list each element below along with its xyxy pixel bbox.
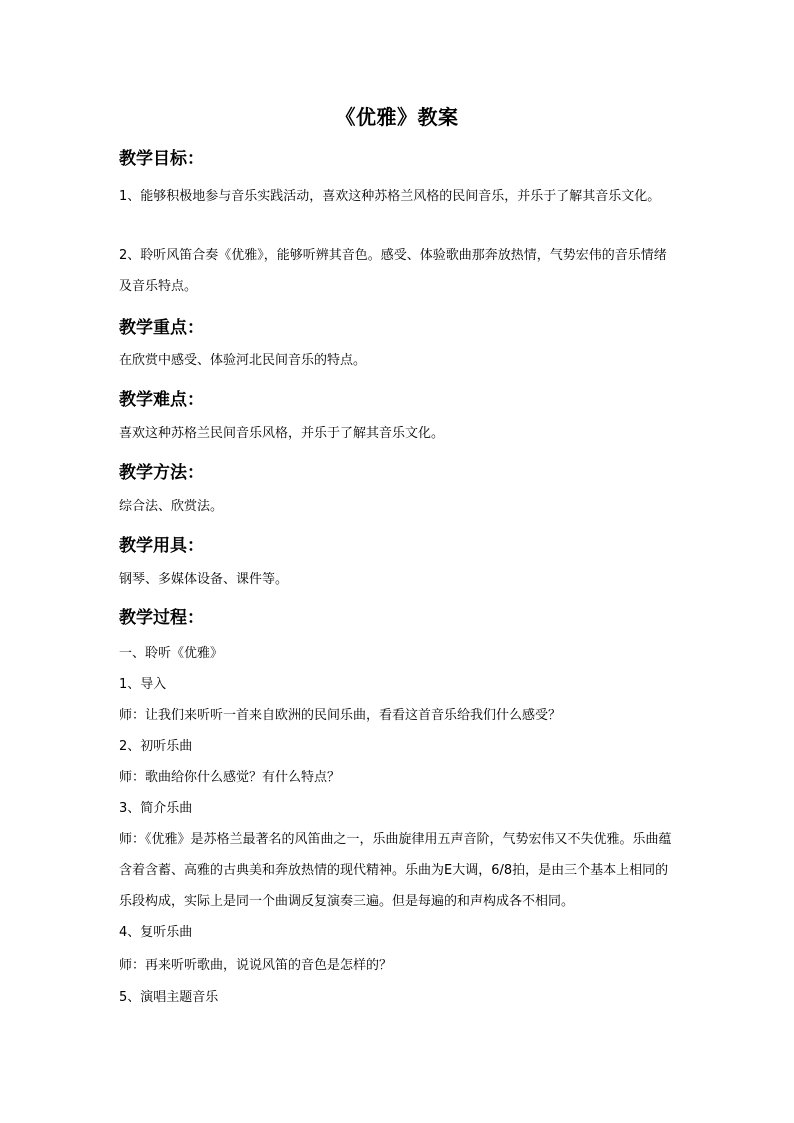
process-line-7: 师：《优雅》是苏格兰最著名的风笛曲之一，乐曲旋律用五声音阶，气势宏伟又不失优雅。乐曲蕴含着含蓄、高雅的古典美和奔放热情的现代精神。乐曲为E大调，6/8拍，是由三个基本上相同的乐段构成，实际上是同一个曲调反复演奏三遍。但是每遍的和声构成各不相同。 [119,832,672,909]
process-line-2: 1、导入 [119,677,167,692]
process-line-8: 4、复听乐曲 [119,925,193,940]
goals-item-2: 2、聆听风笛合奏《优雅》，能够听辨其音色。感受、体验歌曲那奔放热情，气势宏伟的音乐情绪及音乐特点。 [119,248,667,294]
process-line-10: 5、演唱主题音乐 [119,990,219,1005]
goals-item-1: 1、能够积极地参与音乐实践活动，喜欢这种苏格兰风格的民间音乐，并乐于了解其音乐文化。 [119,189,661,204]
process-line-9: 师：再来听听歌曲，说说风笛的音色是怎样的？ [119,958,393,973]
process-line-4: 2、初听乐曲 [119,739,193,754]
process-line-5: 师：歌曲给你什么感觉？有什么特点？ [119,770,341,785]
methods-text: 综合法、欣赏法。 [119,499,224,514]
tools-heading: 教学用具： [119,536,204,556]
tools-text: 钢琴、多媒体设备、课件等。 [119,572,289,587]
key-points-text: 在欣赏中感受、体验河北民间音乐的特点。 [119,353,367,368]
process-line-3: 师：让我们来听听一首来自欧洲的民间乐曲，看看这首音乐给我们什么感受？ [119,708,562,723]
methods-heading: 教学方法： [119,463,204,483]
difficulties-text: 喜欢这种苏格兰民间音乐风格，并乐于了解其音乐文化。 [119,426,445,441]
process-line-6: 3、简介乐曲 [119,801,193,816]
page-title: 《优雅》教案 [335,105,459,129]
process-line-1: 一、聆听《优雅》 [119,646,224,661]
key-points-heading: 教学重点： [119,318,204,338]
goals-heading: 教学目标： [119,149,204,169]
difficulties-heading: 教学难点： [119,390,204,410]
process-heading: 教学过程： [119,608,204,628]
